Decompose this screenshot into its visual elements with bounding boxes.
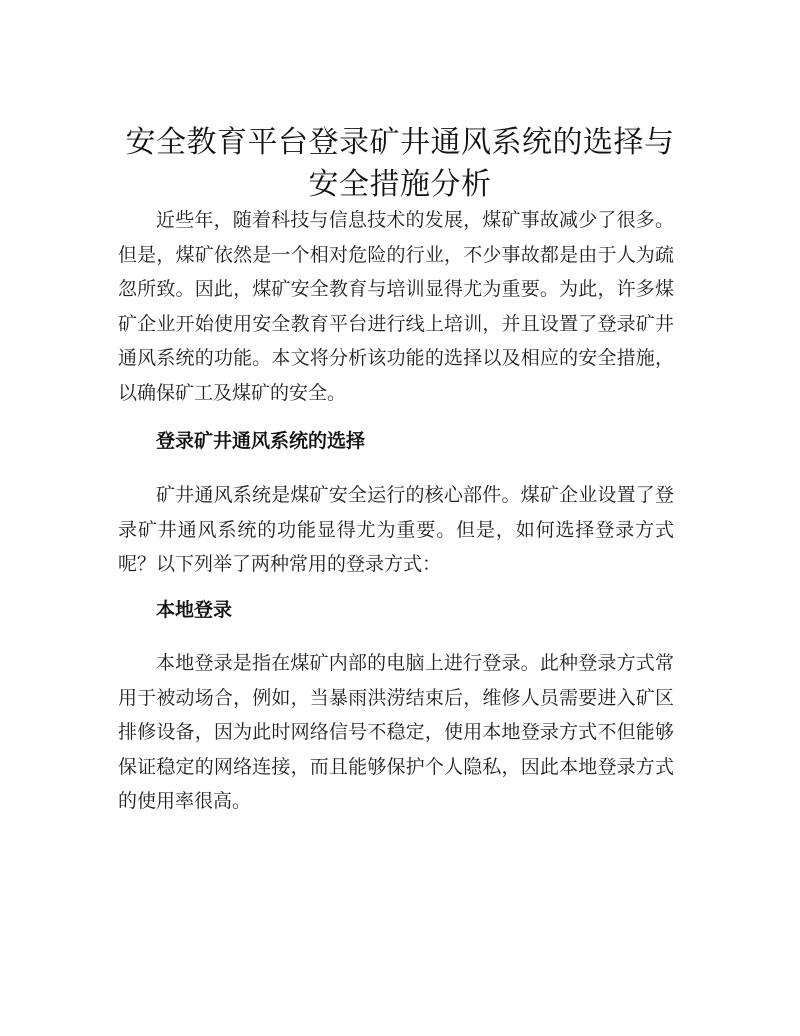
- intro-paragraph: 近些年，随着科技与信息技术的发展，煤矿事故减少了很多。但是，煤矿依然是一个相对危险的行业，不少事故都是由于人为疏忽所致。因此，煤矿安全教育与培训显得尤为重要。为此，许多煤矿企业开始使用安全教育平台进行线上培训，并且设置了登录矿井通风系统的功能。本文将分析该功能的选择以及相应的安全措施，以确保矿工及煤矿的安全。: [118, 209, 674, 404]
- section-paragraph-ventilation-selection: 矿井通风系统是煤矿安全运行的核心部件。煤矿企业设置了登录矿井通风系统的功能显得尤为重要。但是，如何选择登录方式呢？以下列举了两种常用的登录方式：: [118, 484, 674, 575]
- section-paragraph-local-login: 本地登录是指在煤矿内部的电脑上进行登录。此种登录方式常用于被动场合，例如，当暴雨洪涝结束后，维修人员需要进入矿区排修设备，因为此时网络信号不稳定，使用本地登录方式不但能够保证稳定的网络连接，而且能够保护个人隐私，因此本地登录方式的使用率很高。: [118, 652, 674, 812]
- section-heading-ventilation-selection: 登录矿井通风系统的选择: [156, 430, 366, 452]
- document-title: 安全教育平台登录矿井通风系统的选择与安全措施分析: [125, 125, 675, 202]
- section-heading-local-login: 本地登录: [156, 599, 233, 621]
